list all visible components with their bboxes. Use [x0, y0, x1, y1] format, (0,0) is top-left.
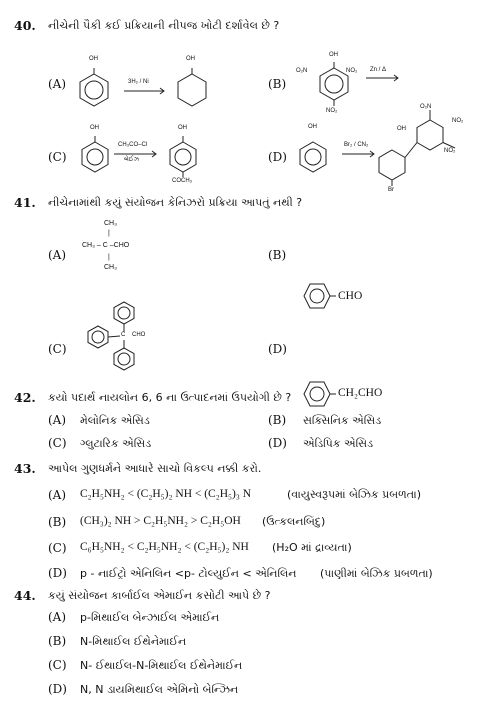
q43-option-c-label: (C) [48, 541, 67, 555]
q40-a-phenol-structure [70, 66, 118, 114]
q41-option-a-label: (A) [48, 248, 67, 262]
q40-c-oh-label: OH [90, 125, 99, 131]
q44-option-d-label: (D) [48, 682, 67, 696]
q40-option-d-label: (D) [268, 150, 287, 164]
q40-option-b-label: (B) [268, 77, 287, 91]
q40-c-product-structure [160, 134, 206, 180]
q40-b-no2-bottom: NO₂ [326, 108, 338, 114]
q41-d-ch2cho: CH₂CHO [338, 387, 383, 399]
q43-option-a-note: (વાયુસ્વરૂપમાં બેઝિક પ્રબળતા) [287, 488, 422, 501]
q40-d-product-no2-right: NO₂ [452, 118, 464, 124]
q40-b-no2-right: NO₂ [346, 68, 358, 74]
question-number-40: 40. [14, 18, 36, 33]
question-text-42: કયો પદાર્થ નાયલોન 6, 6 ના ઉત્પાદનમાં ઉપયોગી છે ? [48, 391, 292, 404]
q40-c-reagent-top: CH₃CO–Cl [118, 142, 148, 148]
q40-c-product-substituent: COCH₃ [172, 178, 193, 184]
question-text-44: કયું સંયોજન કાર્બાઈલ એમાઈન કસોટી આપે છે ? [48, 589, 271, 602]
q40-b-oh-label: OH [329, 52, 338, 58]
q44-option-b-text: N-મિથાઈલ ઈથેનેમાઈન [80, 635, 187, 648]
q41-b-benzene-ring [294, 278, 338, 314]
question-number-42: 42. [14, 390, 36, 405]
q41-option-c-label: (C) [48, 342, 67, 356]
q43-option-c-formula: C₆H₅NH₂ < C₂H₅NH₂ < (C₂H₅)₂ NH [80, 541, 249, 553]
q41-c-cho: CHO [132, 332, 146, 338]
q42-option-c-label: (C) [48, 436, 67, 450]
q40-d-product-o2n: O₂N [420, 104, 432, 110]
q40-a-reagent: 3H₂ / Ni [128, 79, 149, 85]
q40-c-product-oh: OH [178, 125, 187, 131]
q43-option-b-note: (ઉત્કલનબિંદુ) [262, 515, 326, 528]
q41-d-benzene-ring [294, 376, 338, 412]
question-number-44: 44. [14, 588, 36, 603]
q43-option-a-label: (A) [48, 488, 67, 502]
q44-option-d-text: N, N ડાયમિથાઈલ એમિનો બેન્ઝિન [80, 683, 239, 696]
q43-option-b-label: (B) [48, 515, 67, 529]
q40-d-product-br: Br [388, 187, 394, 193]
question-number-41: 41. [14, 195, 36, 210]
q43-option-b-formula: (CH₃)₂ NH > C₂H₅NH₂ > C₂H₅OH [80, 515, 241, 527]
q40-d-phenol-structure [290, 134, 336, 180]
q44-option-a-label: (A) [48, 610, 67, 624]
q40-a-product-oh: OH [186, 56, 195, 62]
q40-b-no2-left: O₂N [296, 68, 308, 74]
q40-d-reaction-arrow [342, 151, 376, 157]
q44-option-b-label: (B) [48, 634, 67, 648]
q40-d-oh-label: OH [308, 124, 317, 130]
q41-c-central-carbon: C [121, 332, 126, 338]
q42-option-a-label: (A) [48, 413, 67, 427]
q41-a-bond-down: | [108, 254, 110, 261]
q42-option-b-label: (B) [268, 413, 287, 427]
q41-option-b-label: (B) [268, 248, 287, 262]
q43-option-c-note: (H₂O માં દ્રાવ્યતા) [272, 541, 352, 554]
q42-option-d-label: (D) [268, 436, 287, 450]
question-number-43: 43. [14, 461, 36, 476]
q41-a-top-methyl: CH₃ [104, 220, 117, 227]
q42-option-a-text: મેલોનિક એસિડ [80, 414, 150, 427]
question-text-41: નીચેનામાંથી કયું સંયોજન કેનિઝરો પ્રક્રિયા આપતું નથી ? [48, 196, 303, 209]
q40-a-cyclohexanol-structure [168, 66, 216, 114]
q40-c-phenol-structure [72, 134, 118, 180]
q40-option-c-label: (C) [48, 150, 67, 164]
q44-option-a-text: p-મિથાઈલ બેન્ઝાઈલ એમાઈન [80, 611, 220, 624]
q40-d-product-oh: OH [397, 126, 406, 132]
q40-b-reaction-arrow [366, 75, 400, 81]
q40-c-reagent-bottom: બેઈઝ [124, 157, 140, 163]
q41-b-cho: CHO [338, 290, 363, 302]
q41-a-bottom-methyl: CH₃ [104, 264, 117, 271]
q41-a-main-chain: CH₃ – C –CHO [82, 242, 130, 249]
q42-option-d-text: એડિપિક એસિડ [303, 437, 374, 450]
q40-b-reagent: Zn / Δ [370, 67, 387, 73]
q44-option-c-text: N- ઈથાઈલ-N-મિથાઈલ ઈથેનેમાઈન [80, 659, 243, 672]
q41-a-bond-up: | [108, 230, 110, 237]
q40-a-oh-label: OH [89, 56, 98, 62]
q40-d-reagent: Br₂ / CN₂ [344, 142, 369, 148]
q40-d-product-no2-bottom: NO₂ [444, 148, 456, 154]
question-text-43: આપેલ ગુણધર્મને આધારે સાચો વિકલ્પ નક્કી કરો. [48, 462, 262, 475]
q43-option-d-label: (D) [48, 566, 67, 580]
q40-option-a-label: (A) [48, 77, 67, 91]
q42-option-c-text: ગ્લુટારિક એસિડ [80, 437, 152, 450]
question-text-40: નીચેની પૈકી કઈ પ્રક્રિયાની નીપજ ખોટી દર્શાવેલ છે ? [48, 19, 280, 32]
q42-option-b-text: સક્સિનિક એસિડ [303, 414, 382, 427]
q41-option-d-label: (D) [268, 342, 287, 356]
q43-option-a-formula: C₂H₅NH₂ < (C₂H₅)₂ NH < (C₂H₅)₃ N [80, 488, 252, 500]
q43-option-d-note: (પાણીમાં બેઝિક પ્રબળતા) [320, 567, 433, 580]
q43-option-d-formula: p - નાઈટ્રો એનિલિન <p- ટોલ્યુઈન < એનિલિન [80, 567, 297, 580]
q44-option-c-label: (C) [48, 658, 67, 672]
q40-a-reaction-arrow [124, 88, 166, 94]
